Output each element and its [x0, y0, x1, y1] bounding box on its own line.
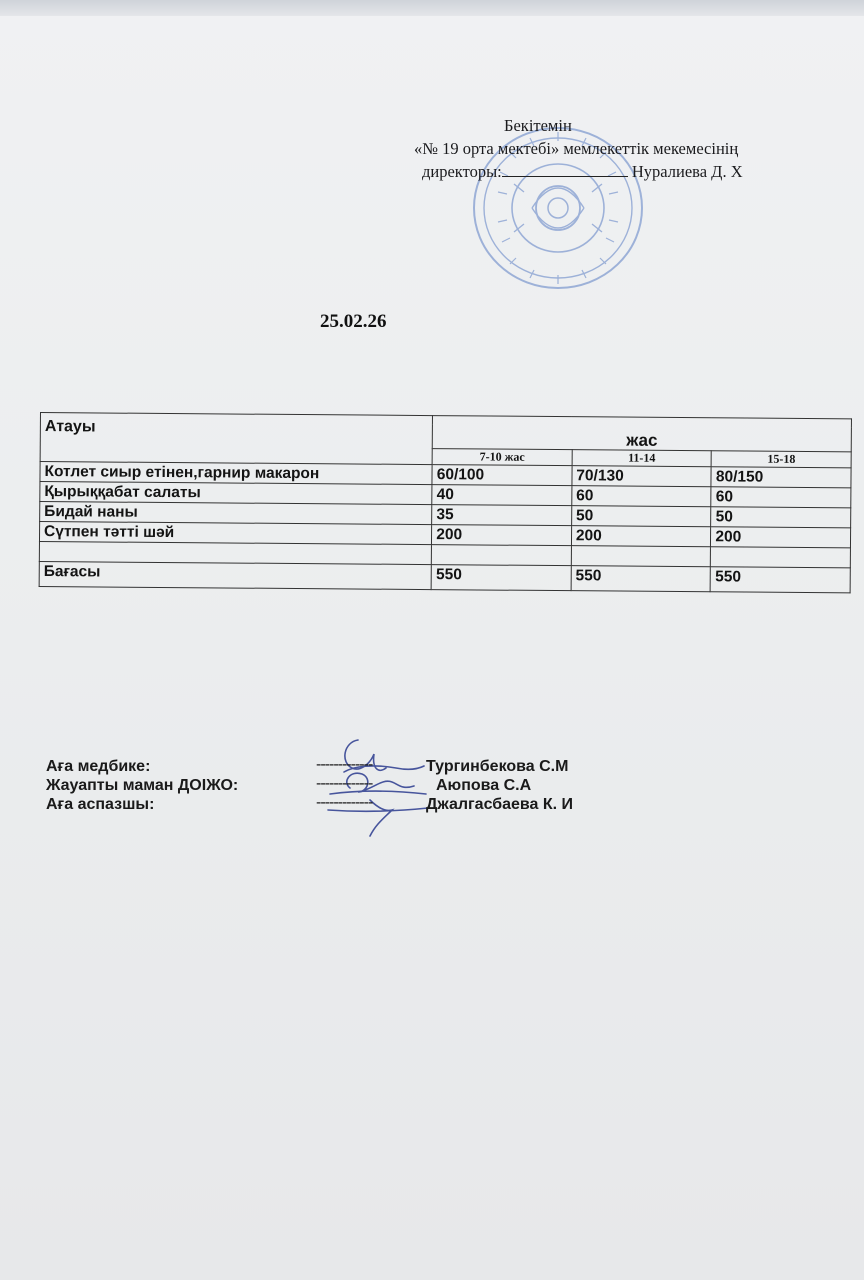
signer-name: Джалгасбаева К. И: [426, 796, 574, 813]
portion-cell: 70/130: [572, 466, 712, 487]
signature-dashes: -------------: [316, 775, 373, 792]
price-cell: 550: [571, 566, 711, 592]
age-group-label: 15-18: [711, 451, 851, 468]
signer-role: Аға аспазшы:: [46, 796, 155, 813]
name-column-header: Атауы: [40, 413, 433, 465]
signer-role: Аға медбике:: [46, 758, 151, 775]
photo-top-edge: [0, 0, 864, 16]
signer-name: Тургинбекова С.М: [426, 758, 569, 775]
director-name: Нуралиева Д. Х: [631, 162, 743, 181]
dish-name: Сүтпен тәтті шәй: [39, 522, 431, 545]
signature-dashes: -------------: [316, 794, 373, 811]
age-group-label: 7-10 жас: [432, 449, 572, 466]
approval-block: [408, 114, 858, 183]
age-group-label: 11-14: [572, 450, 712, 467]
portion-cell: 50: [711, 507, 851, 528]
school-name-line: «№ 19 орта мектебі» мемлекеттік мекемесінің: [414, 139, 739, 158]
price-row: [39, 561, 850, 592]
signer-name: Аюпова С.А: [436, 777, 532, 794]
menu-table: [39, 412, 852, 593]
director-signature-line: [502, 162, 628, 177]
empty-cell: [571, 546, 711, 567]
portion-cell: 60/100: [432, 465, 572, 486]
portion-cell: 200: [711, 527, 851, 548]
signature-dashes: -------------: [316, 756, 373, 773]
price-label: Бағасы: [39, 561, 431, 589]
portion-cell: 50: [571, 506, 711, 527]
empty-cell: [711, 547, 851, 568]
portion-cell: 40: [432, 485, 572, 506]
director-label: директоры:: [422, 162, 502, 181]
portion-cell: 60: [711, 487, 851, 508]
menu-date: 25.02.26: [320, 311, 387, 332]
dish-name: Котлет сиыр етінен,гарнир макарон: [40, 462, 432, 485]
portion-cell: 60: [572, 486, 712, 507]
price-cell: 550: [431, 565, 571, 591]
dish-name: Қырыққабат салаты: [40, 482, 432, 505]
dish-name: Бидай наны: [40, 502, 432, 525]
portion-cell: 200: [571, 526, 711, 547]
portion-cell: 80/150: [711, 467, 851, 488]
portion-cell: 35: [432, 505, 572, 526]
price-cell: 550: [711, 567, 851, 593]
age-group-header: жас: [432, 424, 851, 452]
empty-cell: [432, 545, 572, 566]
approval-title: Бекітемін: [504, 116, 572, 135]
signer-role: Жауапты маман ДОІЖО:: [46, 777, 239, 794]
portion-cell: 200: [432, 525, 572, 546]
director-line: [408, 160, 858, 183]
